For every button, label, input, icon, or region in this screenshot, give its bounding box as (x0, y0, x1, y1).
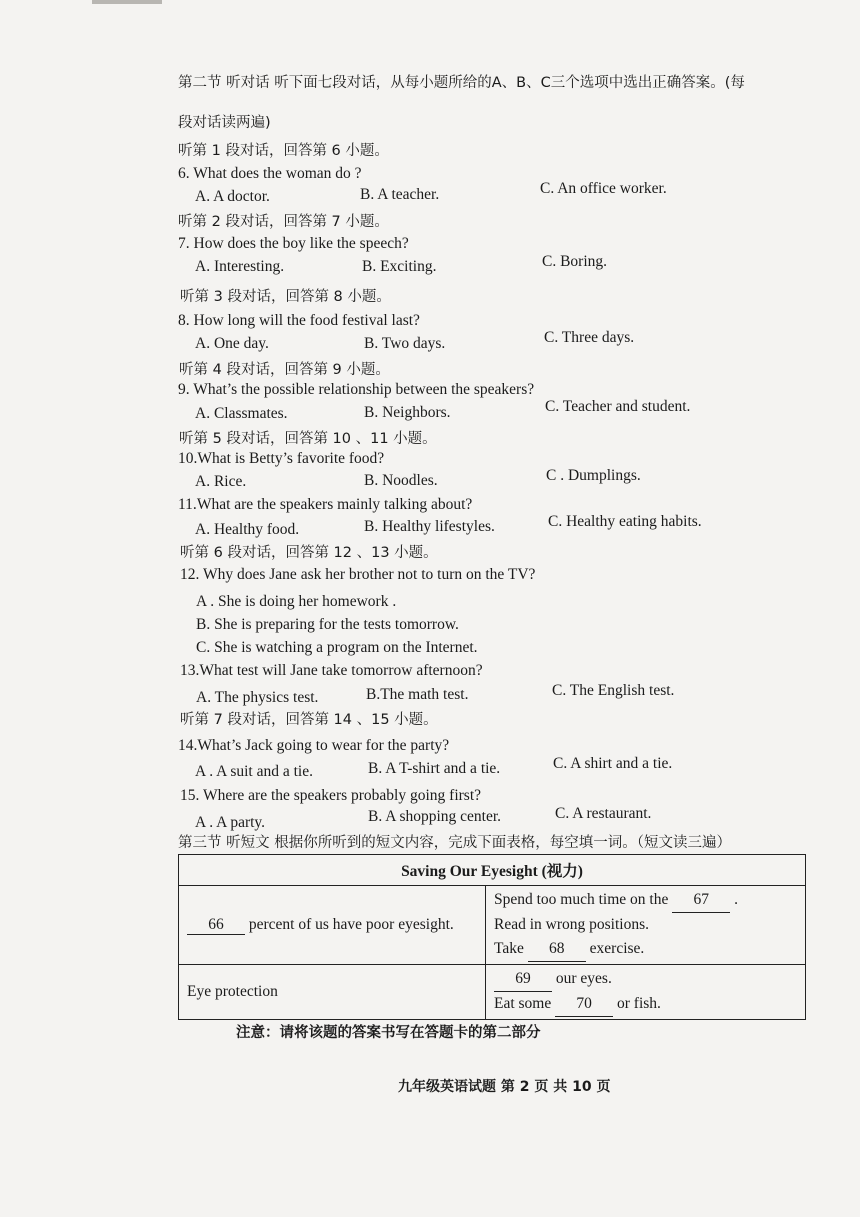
question-13 (180, 662, 483, 680)
row2-r2-text: Eat some (494, 995, 552, 1012)
row1-r1-period: . (734, 891, 738, 908)
q6-option-b: B. A teacher. (360, 186, 440, 203)
q9-option-a: A. Classmates. (195, 405, 288, 422)
dialogue-intro-1: 听第 1 段对话，回答第 6 小题。 (178, 143, 389, 159)
q15-option-c: C. A restaurant. (555, 805, 652, 822)
question-number: 10. (178, 450, 198, 467)
section2-heading-line1: 第二节 听对话 听下面七段对话，从每小题所给的A、B、C三个选项中选出正确答案。(每 (178, 75, 745, 91)
q15-option-a: A . A party. (195, 814, 266, 831)
q7-option-a: A. Interesting. (195, 258, 285, 275)
row1-r3-post: exercise. (589, 940, 645, 957)
question-text: What is Betty’s favorite food? (197, 450, 385, 467)
question-text: What’s Jack going to wear for the party? (197, 737, 450, 754)
question-6 (178, 165, 362, 183)
scan-mark (92, 0, 162, 4)
question-number: 11. (178, 496, 197, 513)
blank-69[interactable]: 69 (494, 967, 552, 992)
q14-option-a: A . A suit and a tie. (195, 763, 313, 780)
blank-68[interactable]: 68 (528, 937, 586, 962)
q9-option-c: C. Teacher and student. (545, 398, 691, 415)
q12-option-a: A . She is doing her homework . (196, 593, 397, 610)
table-row1-left (179, 886, 486, 965)
question-text: Where are the speakers probably going first? (202, 787, 482, 804)
q15-option-b: B. A shopping center. (368, 808, 502, 825)
row1-r1-text: Spend too much time on the (494, 891, 669, 908)
dialogue-intro-6: 听第 6 段对话，回答第 12 、13 小题。 (180, 545, 438, 561)
dialogue-intro-4: 听第 4 段对话，回答第 9 小题。 (179, 362, 390, 378)
q14-option-c: C. A shirt and a tie. (553, 755, 673, 772)
row2-right-line1 (494, 967, 797, 992)
dialogue-intro-3: 听第 3 段对话，回答第 8 小题。 (180, 289, 391, 305)
question-10 (178, 450, 384, 468)
row1-right-line2: Read in wrong positions. (494, 916, 649, 933)
question-14 (178, 737, 449, 755)
question-number: 14. (178, 737, 198, 754)
q6-option-c: C. An office worker. (540, 180, 667, 197)
question-number: 12. (180, 566, 200, 583)
row1-right-line3 (494, 937, 797, 962)
blank-67[interactable]: 67 (672, 888, 730, 913)
question-text: What does the woman do ? (193, 165, 362, 182)
table-row2-right (486, 965, 806, 1020)
dialogue-intro-5: 听第 5 段对话，回答第 10 、11 小题。 (179, 431, 437, 447)
q11-option-b: B. Healthy lifestyles. (364, 518, 495, 535)
q8-option-b: B. Two days. (364, 335, 446, 352)
question-text: How long will the food festival last? (193, 312, 420, 329)
question-number: 15. (180, 787, 200, 804)
question-8 (178, 312, 420, 330)
q7-option-c: C. Boring. (542, 253, 608, 270)
question-number: 9. (178, 381, 190, 398)
q10-option-a: A. Rice. (195, 473, 247, 490)
table-row2-left: Eye protection (179, 965, 486, 1020)
question-7 (178, 235, 409, 253)
blank-70[interactable]: 70 (555, 992, 613, 1017)
q11-option-c: C. Healthy eating habits. (548, 513, 702, 530)
answer-note: 注意：请将该题的答案书写在答题卡的第二部分 (236, 1025, 541, 1041)
row2-r1-post: our eyes. (555, 970, 612, 987)
dialogue-intro-7: 听第 7 段对话，回答第 14 、15 小题。 (180, 712, 438, 728)
section3-heading: 第三节 听短文 根据你所听到的短文内容，完成下面表格，每空填一词。（短文读三遍） (178, 835, 731, 851)
q13-option-c: C. The English test. (552, 682, 675, 699)
q13-option-a: A. The physics test. (196, 689, 319, 706)
question-number: 8. (178, 312, 190, 329)
q7-option-b: B. Exciting. (362, 258, 437, 275)
table-title: Saving Our Eyesight (视力) (179, 855, 806, 886)
question-text: What are the speakers mainly talking about? (196, 496, 473, 513)
section2-heading-line2: 段对话读两遍) (178, 115, 271, 131)
q14-option-b: B. A T-shirt and a tie. (368, 760, 501, 777)
question-text: How does the boy like the speech? (193, 235, 409, 252)
row1-r3-text: Take (494, 940, 524, 957)
table-row1-right (486, 886, 806, 965)
q8-option-a: A. One day. (195, 335, 269, 352)
question-text: What test will Jane take tomorrow afternoon? (199, 662, 483, 679)
row2-r2-post: or fish. (617, 995, 661, 1012)
q13-option-b: B.The math test. (366, 686, 469, 703)
question-number: 13. (180, 662, 200, 679)
dialogue-intro-2: 听第 2 段对话，回答第 7 小题。 (178, 214, 389, 230)
question-number: 6. (178, 165, 190, 182)
q9-option-b: B. Neighbors. (364, 404, 451, 421)
question-15 (180, 787, 481, 805)
q10-option-c: C . Dumplings. (546, 467, 641, 484)
page-footer: 九年级英语试题 第 2 页 共 10 页 (398, 1079, 611, 1095)
q12-option-c: C. She is watching a program on the Internet. (196, 639, 478, 656)
eyesight-table (178, 854, 806, 1020)
row1-right-line1 (494, 888, 797, 913)
blank-66[interactable]: 66 (187, 916, 245, 935)
question-11 (178, 496, 472, 514)
question-12 (180, 566, 535, 584)
q8-option-c: C. Three days. (544, 329, 635, 346)
row2-right-line2 (494, 992, 797, 1017)
question-number: 7. (178, 235, 190, 252)
q12-option-b: B. She is preparing for the tests tomorrow. (196, 616, 459, 633)
question-text: Why does Jane ask her brother not to turn on the TV? (202, 566, 536, 583)
q10-option-b: B. Noodles. (364, 472, 438, 489)
q11-option-a: A. Healthy food. (195, 521, 300, 538)
q6-option-a: A. A doctor. (195, 188, 270, 205)
question-text: What’s the possible relationship between the speakers? (193, 381, 535, 398)
row1-left-text: percent of us have poor eyesight. (248, 915, 454, 933)
question-9 (178, 381, 534, 399)
